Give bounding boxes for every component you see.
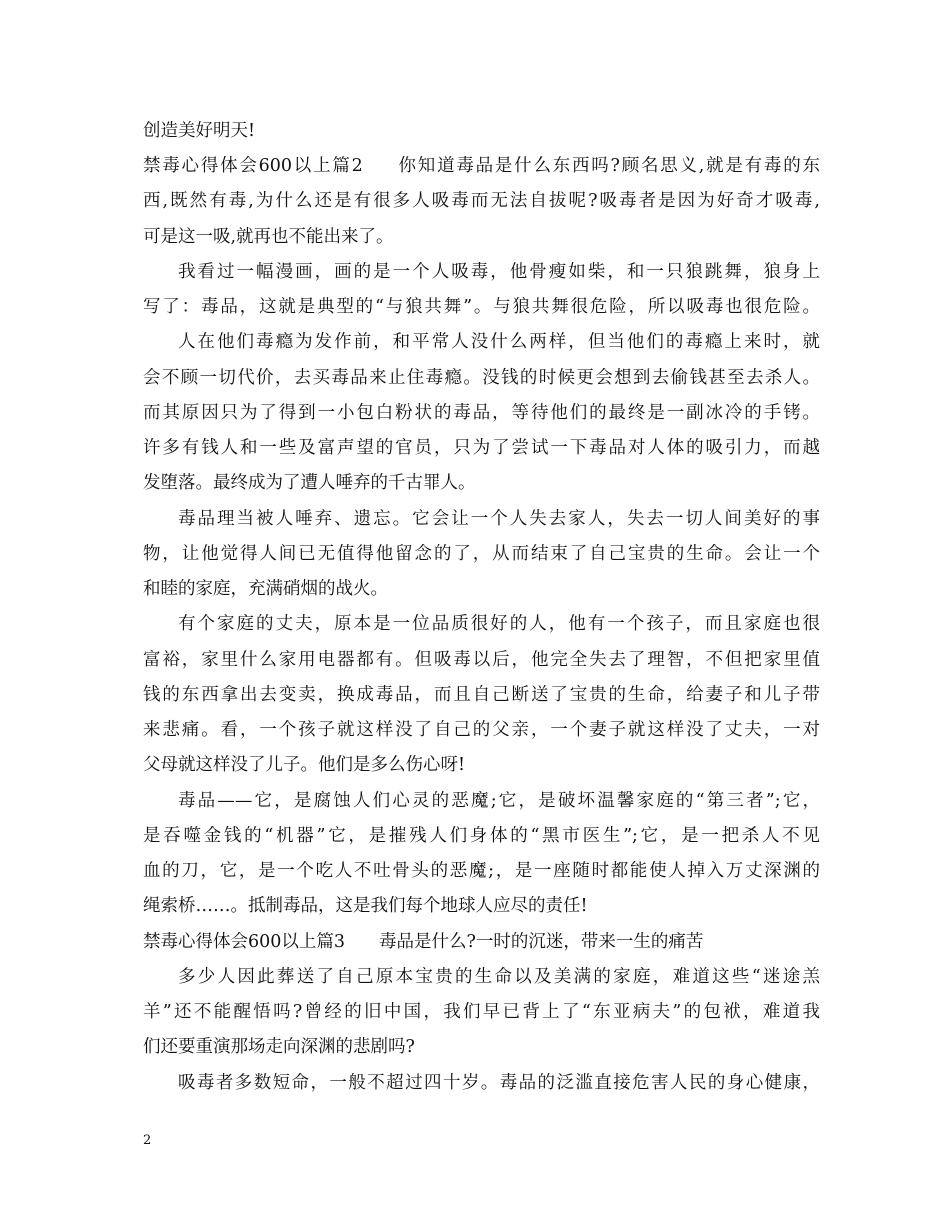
paragraph-first-line: 有个家庭的丈夫，原本是一位品质很好的人，他有一个孩子，而且家庭也很 (178, 614, 820, 634)
text-line: 许多有钱人和一些及富声望的官员，只为了尝试一下毒品对人体的吸引力，而越 (143, 438, 820, 458)
paragraph-first-line: 毒品——它，是腐蚀人们心灵的恶魔;它，是破坏温馨家庭的“第三者”;它， (178, 791, 820, 811)
text-line: 羊”还不能醒悟吗?曾经的旧中国，我们早已背上了“东亚病夫”的包袱，难道我 (143, 1002, 820, 1022)
text-line: 物，让他觉得人间已无值得他留念的了，从而结束了自己宝贵的生命。会让一个 (143, 544, 820, 564)
paragraph-first-line: 人在他们毒瘾为发作前，和平常人没什么两样，但当他们的毒瘾上来时，就 (178, 332, 820, 352)
page-number: 2 (143, 1133, 152, 1148)
text-line: 毒品是什么?一时的沉迷，带来一生的痛苦 (379, 932, 704, 952)
text-line: 会不顾一切代价，去买毒品来止住毒瘾。没钱的时候更会想到去偷钱甚至去杀人。 (143, 368, 820, 388)
section-heading: 禁毒心得体会600以上篇3 (143, 932, 346, 952)
paragraph-first-line: 多少人因此葬送了自己原本宝贵的生命以及美满的家庭，难道这些“迷途羔 (178, 967, 820, 987)
paragraph-first-line: 吸毒者多数短命，一般不超过四十岁。毒品的泛滥直接危害人民的身心健康， (178, 1073, 820, 1093)
text-line: 血的刀，它，是一个吃人不吐骨头的恶魔;，是一座随时都能使人掉入万丈深渊的 (143, 861, 820, 881)
text-line-with-heading (143, 930, 703, 954)
paragraph-first-line: 我看过一幅漫画，画的是一个人吸毒，他骨瘦如柴，和一只狼跳舞，狼身上 (178, 262, 820, 282)
text-line: 你知道毒品是什么东西吗?顾名思义,就是有毒的东 (396, 156, 820, 176)
text-line-with-heading (143, 154, 820, 178)
text-line: 绳索桥……。抵制毒品，这是我们每个地球人应尽的责任! (143, 896, 588, 916)
text-line: 是吞噬金钱的“机器”它，是摧残人们身体的“黑市医生”;它，是一把杀人不见 (143, 826, 820, 846)
paragraph-first-line: 毒品理当被人唾弃、遗忘。它会让一个人失去家人，失去一切人间美好的事 (178, 509, 820, 529)
text-line: 富裕，家里什么家用电器都有。但吸毒以后，他完全失去了理智，不但把家里值 (143, 650, 820, 670)
text-line: 发堕落。最终成为了遭人唾弃的千古罪人。 (143, 473, 476, 493)
text-line: 可是这一吸,就再也不能出来了。 (143, 227, 394, 247)
section-heading: 禁毒心得体会600以上篇2 (143, 156, 363, 176)
text-line: 和睦的家庭，充满硝烟的战火。 (143, 579, 388, 599)
text-line: 西,既然有毒,为什么还是有很多人吸毒而无法自拔呢?吸毒者是因为好奇才吸毒, (143, 191, 820, 211)
text-line: 而其原因只为了得到一小包白粉状的毒品，等待他们的最终是一副冰冷的手铐。 (143, 403, 820, 423)
text-line: 钱的东西拿出去变卖，换成毒品，而且自己断送了宝贵的生命，给妻子和儿子带 (143, 685, 820, 705)
text-line: 写了：毒品，这就是典型的“与狼共舞”。与狼共舞很危险，所以吸毒也很危险。 (143, 297, 820, 317)
text-line: 创造美好明天! (143, 121, 256, 141)
text-line: 父母就这样没了儿子。他们是多么伤心呀! (143, 755, 466, 775)
text-line: 来悲痛。看，一个孩子就这样没了自己的父亲，一个妻子就这样没了丈夫，一对 (143, 720, 820, 740)
text-line: 们还要重演那场走向深渊的悲剧吗? (143, 1037, 415, 1057)
